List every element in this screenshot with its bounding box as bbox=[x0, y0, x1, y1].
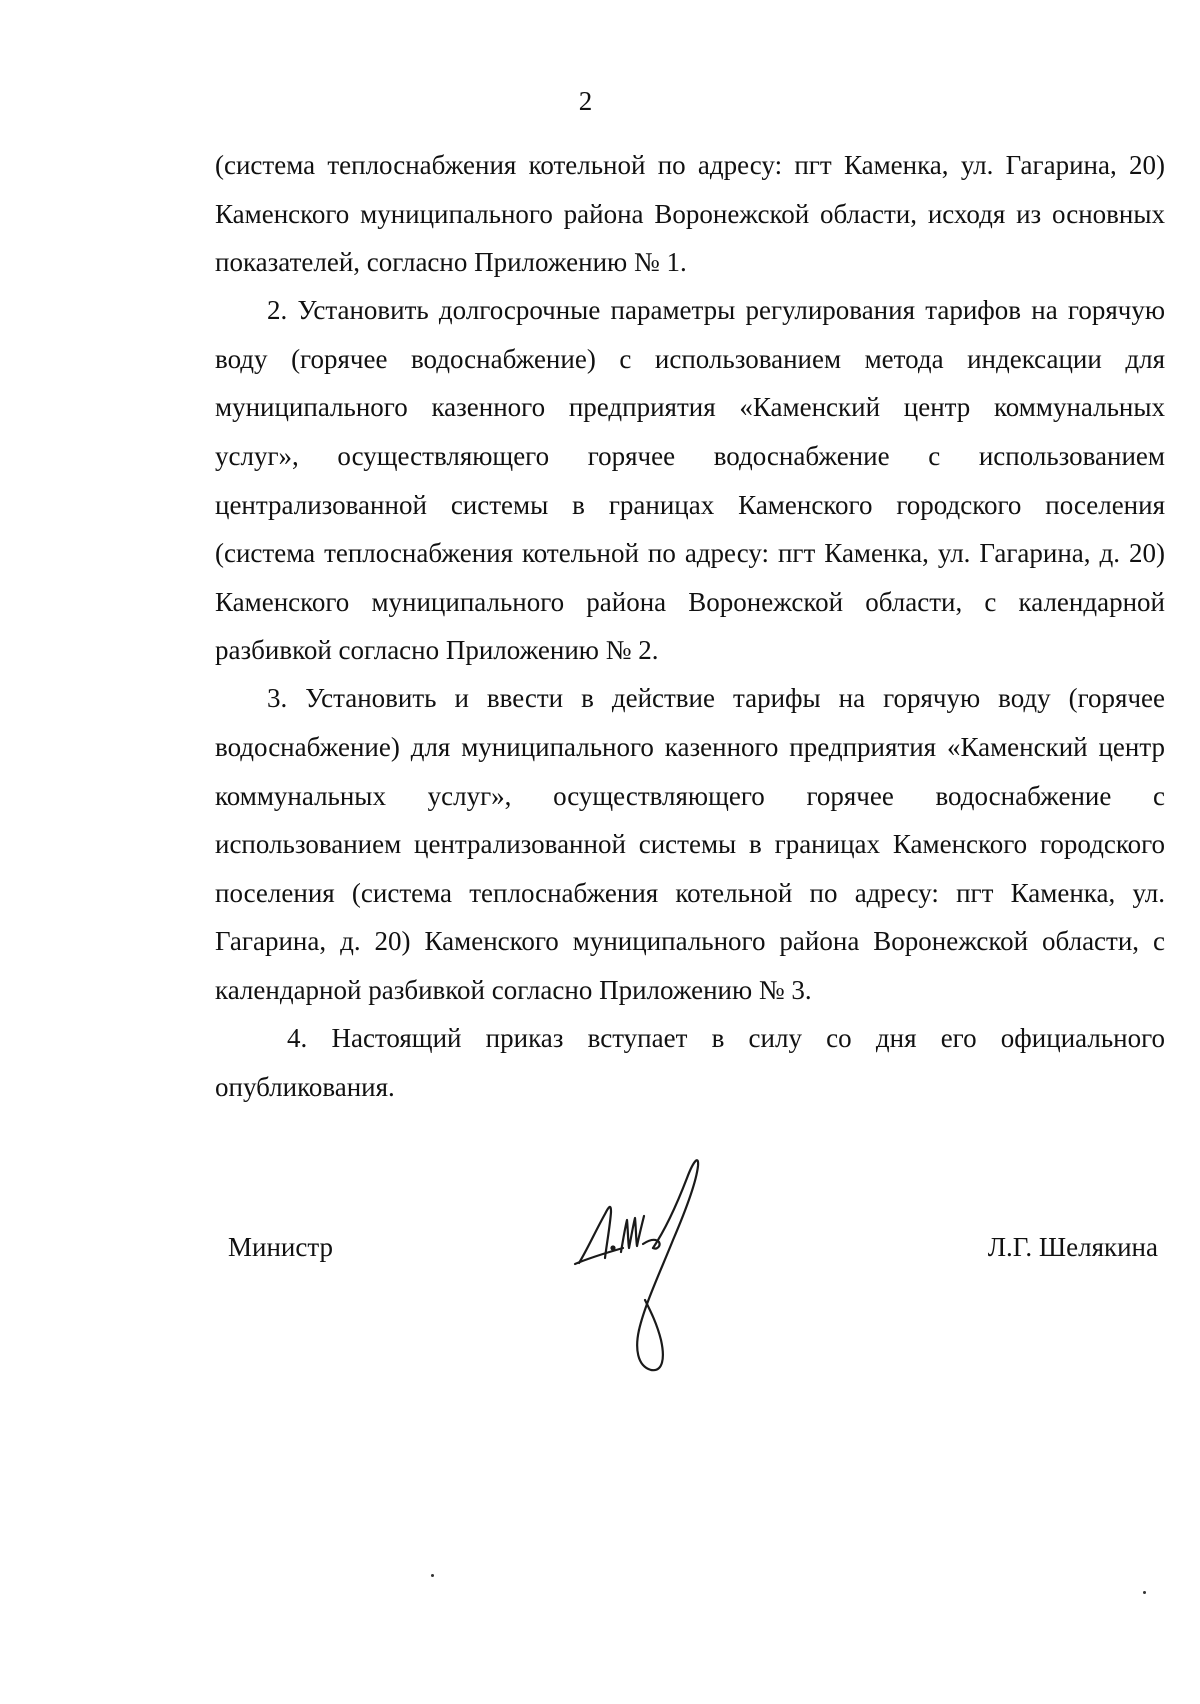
document-body bbox=[215, 141, 1165, 1111]
signatory-name: Л.Г. Шелякина bbox=[987, 1232, 1158, 1262]
paragraph-continuation: (система теплоснабжения котельной по адресу: пгт Каменка, ул. Гагарина, 20) Каменского муниципального района Воронежской области, исходя из основных показателей, согласно Приложению № 1. bbox=[215, 150, 1165, 278]
scan-speck bbox=[431, 1574, 434, 1577]
page-number: 2 bbox=[578, 86, 593, 116]
paragraph-item-4: 4. Настоящий приказ вступает в силу со дня его официального опубликования. bbox=[215, 1022, 1165, 1102]
paragraph-item-2: 2. Установить долгосрочные параметры регулирования тарифов на горячую воду (горячее водоснабжение) с использованием метода индексации для муниципального казенного предприятия «Каменский центр коммунальных услуг», осуществляющего горячее водоснабжение с использованием централизованной системы в границах Каменского городского поселения (система теплоснабжения котельной по адресу: пгт Каменка, ул. Гагарина, д. 20) Каменского муниципального района Воронежской области, с календарной разбивкой согласно Приложению № 2. bbox=[215, 295, 1165, 666]
scan-speck bbox=[1143, 1591, 1146, 1594]
signatory-title: Министр bbox=[228, 1232, 333, 1262]
handwritten-signature-icon bbox=[565, 1140, 735, 1380]
paragraph-item-3: 3. Установить и ввести в действие тарифы на горячую воду (горячее водоснабжение) для муниципального казенного предприятия «Каменский центр коммунальных услуг», осуществляющего горячее водоснабжение с использованием централизованной системы в границах Каменского городского поселения (система теплоснабжения котельной по адресу: пгт Каменка, ул. Гагарина, д. 20) Каменского муниципального района Воронежской области, с календарной разбивкой согласно Приложению № 3. bbox=[215, 683, 1165, 1005]
